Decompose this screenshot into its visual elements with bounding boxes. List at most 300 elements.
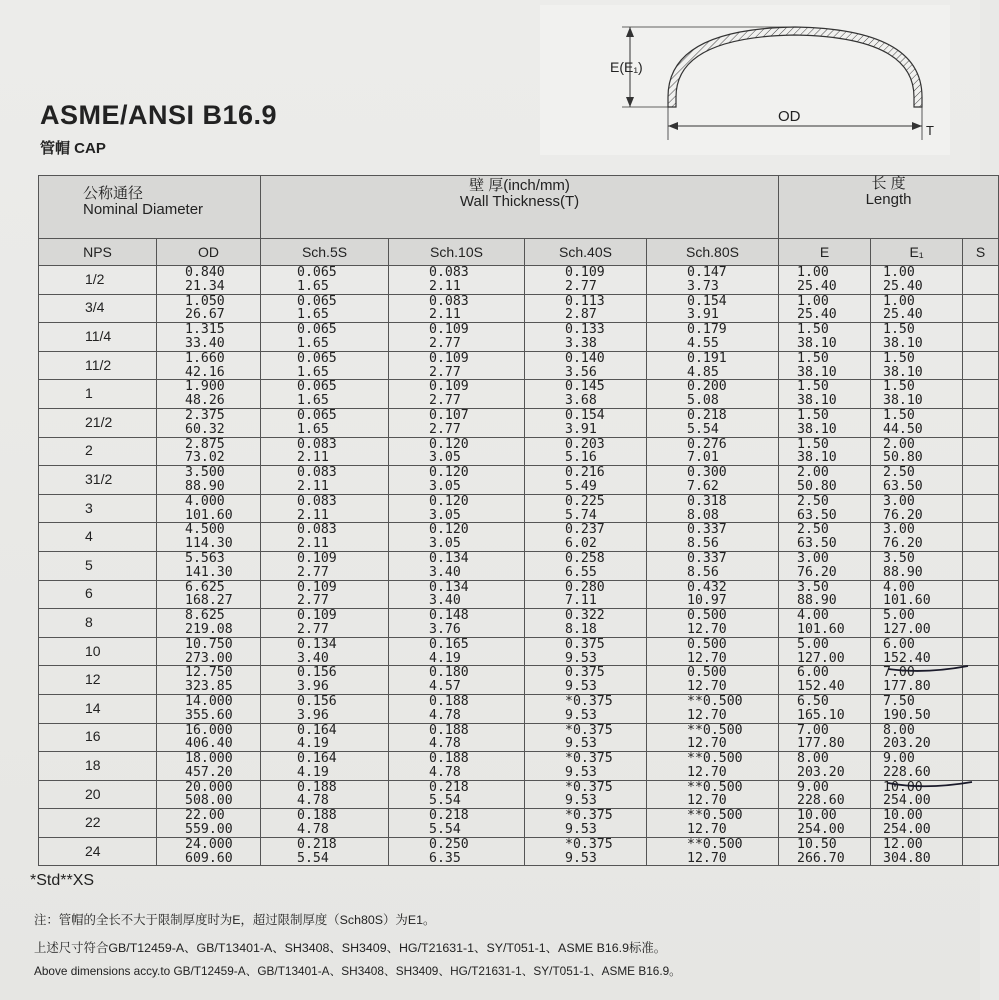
e-cell (779, 551, 871, 580)
s10-mm-value: 4.57 (429, 679, 461, 695)
od-mm-value: 33.40 (185, 335, 225, 351)
dimension-table (38, 175, 999, 866)
e-cell (779, 837, 871, 866)
s80-mm-value: 3.91 (687, 307, 719, 323)
e-inch-value: 1.50 (797, 407, 829, 423)
s80-cell (647, 523, 779, 552)
od-mm-value: 42.16 (185, 364, 225, 380)
s10-cell (389, 666, 525, 695)
e1-inch-value: 1.50 (883, 322, 915, 338)
s5-inch-value: 0.109 (297, 550, 337, 566)
e-cell (779, 266, 871, 295)
e1-cell (871, 580, 963, 609)
s10-inch-value: 0.083 (429, 265, 469, 280)
e-mm-value: 127.00 (797, 650, 845, 666)
e-cell (779, 437, 871, 466)
e-inch-value: 1.50 (797, 379, 829, 395)
e-cell (779, 609, 871, 638)
e1-mm-value: 304.80 (883, 850, 931, 866)
s80-cell (647, 809, 779, 838)
e-inch-value: 8.00 (797, 751, 829, 767)
header-length-en: Length (865, 191, 912, 208)
s80-inch-value: 0.191 (687, 350, 727, 366)
e1-cell (871, 723, 963, 752)
s10-inch-value: 0.109 (429, 379, 469, 395)
s40-cell (525, 780, 647, 809)
s10-inch-value: 0.180 (429, 665, 469, 681)
s80-cell (647, 723, 779, 752)
s80-inch-value: 0.318 (687, 493, 727, 509)
od-cell (157, 694, 261, 723)
s5-inch-value: 0.109 (297, 579, 337, 595)
e1-mm-value: 254.00 (883, 793, 931, 809)
s5-cell (261, 666, 389, 695)
e-inch-value: 3.00 (797, 550, 829, 566)
od-inch-value: 14.000 (185, 693, 233, 709)
od-inch-value: 8.625 (185, 608, 225, 624)
od-cell (157, 351, 261, 380)
e1-mm-value: 177.80 (883, 679, 931, 695)
s5-mm-value: 2.77 (297, 621, 329, 637)
s10-mm-value: 2.77 (429, 421, 461, 437)
table-row (39, 551, 999, 580)
s5-inch-value: 0.065 (297, 350, 337, 366)
nps-cell: 11/2 (39, 351, 157, 380)
s-cell (963, 437, 999, 466)
table-row (39, 380, 999, 409)
e-inch-value: 4.00 (797, 608, 829, 624)
e-inch-value: 1.00 (797, 293, 829, 309)
s80-cell (647, 266, 779, 295)
s40-mm-value: 2.77 (565, 278, 597, 294)
s5-inch-value: 0.164 (297, 722, 337, 738)
s80-cell (647, 437, 779, 466)
od-cell (157, 666, 261, 695)
s-cell (963, 752, 999, 781)
od-cell (157, 523, 261, 552)
e-label: E(E₁) (610, 59, 643, 75)
cap-diagram (540, 5, 950, 155)
e-mm-value: 38.10 (797, 364, 837, 380)
e1-inch-value: 9.00 (883, 751, 915, 767)
e-cell (779, 294, 871, 323)
s5-inch-value: 0.083 (297, 493, 337, 509)
s80-cell (647, 323, 779, 352)
s10-mm-value: 3.40 (429, 564, 461, 580)
s10-inch-value: 0.134 (429, 579, 469, 595)
e-mm-value: 25.40 (797, 278, 837, 294)
s5-mm-value: 1.65 (297, 364, 329, 380)
e1-inch-value: 1.00 (883, 265, 915, 280)
s5-mm-value: 1.65 (297, 421, 329, 437)
table-row (39, 837, 999, 866)
e-cell (779, 637, 871, 666)
nps-cell: 2 (39, 437, 157, 466)
s40-inch-value: 0.133 (565, 322, 605, 338)
e-inch-value: 10.00 (797, 808, 837, 824)
s-cell (963, 494, 999, 523)
od-cell (157, 809, 261, 838)
od-inch-value: 0.840 (185, 265, 225, 280)
e1-cell (871, 637, 963, 666)
e-cell (779, 323, 871, 352)
s5-mm-value: 1.65 (297, 307, 329, 323)
s5-cell (261, 466, 389, 495)
table-row (39, 323, 999, 352)
s80-inch-value: 0.500 (687, 608, 727, 624)
s10-mm-value: 2.77 (429, 364, 461, 380)
od-cell (157, 752, 261, 781)
table-row (39, 809, 999, 838)
e1-mm-value: 88.90 (883, 564, 923, 580)
s40-mm-value: 5.74 (565, 507, 597, 523)
s80-cell (647, 466, 779, 495)
s10-cell (389, 294, 525, 323)
s10-mm-value: 2.77 (429, 393, 461, 409)
s10-mm-value: 6.35 (429, 850, 461, 866)
s80-mm-value: 4.85 (687, 364, 719, 380)
e-cell (779, 752, 871, 781)
nps-cell: 16 (39, 723, 157, 752)
s40-mm-value: 9.53 (565, 707, 597, 723)
s40-mm-value: 9.53 (565, 679, 597, 695)
s5-mm-value: 3.40 (297, 650, 329, 666)
s40-inch-value: *0.375 (565, 722, 613, 738)
od-cell (157, 580, 261, 609)
nps-cell: 6 (39, 580, 157, 609)
e1-cell (871, 609, 963, 638)
e-mm-value: 177.80 (797, 736, 845, 752)
s40-mm-value: 8.18 (565, 621, 597, 637)
column-header-s: S (963, 239, 999, 266)
s10-inch-value: 0.083 (429, 293, 469, 309)
column-header-e: E (779, 239, 871, 266)
s40-inch-value: 0.225 (565, 493, 605, 509)
s40-inch-value: 0.237 (565, 522, 605, 538)
s80-inch-value: 0.147 (687, 265, 727, 280)
s40-mm-value: 6.55 (565, 564, 597, 580)
s10-mm-value: 4.78 (429, 764, 461, 780)
table-row (39, 609, 999, 638)
od-mm-value: 323.85 (185, 679, 233, 695)
s40-inch-value: 0.145 (565, 379, 605, 395)
e1-cell (871, 266, 963, 295)
e-mm-value: 38.10 (797, 335, 837, 351)
s5-cell (261, 752, 389, 781)
s5-mm-value: 4.19 (297, 764, 329, 780)
s10-inch-value: 0.109 (429, 350, 469, 366)
column-header-sch80s: Sch.80S (647, 239, 779, 266)
s5-cell (261, 294, 389, 323)
s80-mm-value: 4.55 (687, 335, 719, 351)
e-inch-value: 2.50 (797, 522, 829, 538)
e1-cell (871, 837, 963, 866)
s5-cell (261, 837, 389, 866)
e-cell (779, 466, 871, 495)
column-header-sch40s: Sch.40S (525, 239, 647, 266)
od-cell (157, 266, 261, 295)
s5-mm-value: 3.96 (297, 707, 329, 723)
s40-inch-value: 0.322 (565, 608, 605, 624)
note-standards-en: Above dimensions accy.to GB/T12459-A、GB/T13401-A、SH3408、SH3409、HG/T21631-1、SY/T051-1、ASME B16.9。 (34, 964, 681, 978)
od-inch-value: 1.900 (185, 379, 225, 395)
od-inch-value: 16.000 (185, 722, 233, 738)
table-row (39, 294, 999, 323)
s10-mm-value: 3.05 (429, 507, 461, 523)
s80-mm-value: 7.62 (687, 478, 719, 494)
s80-cell (647, 637, 779, 666)
s5-inch-value: 0.164 (297, 751, 337, 767)
s40-inch-value: 0.375 (565, 636, 605, 652)
s80-mm-value: 12.70 (687, 822, 727, 838)
s-cell (963, 809, 999, 838)
s40-inch-value: 0.258 (565, 550, 605, 566)
s40-mm-value: 6.02 (565, 536, 597, 552)
s10-inch-value: 0.188 (429, 751, 469, 767)
s40-cell (525, 380, 647, 409)
s10-cell (389, 780, 525, 809)
e-mm-value: 228.60 (797, 793, 845, 809)
s5-inch-value: 0.083 (297, 436, 337, 452)
e1-inch-value: 3.00 (883, 493, 915, 509)
s5-mm-value: 2.11 (297, 450, 329, 466)
od-inch-value: 4.000 (185, 493, 225, 509)
e-cell (779, 580, 871, 609)
s10-cell (389, 551, 525, 580)
e-mm-value: 76.20 (797, 564, 837, 580)
table-row (39, 351, 999, 380)
e1-inch-value: 12.00 (883, 836, 923, 852)
od-mm-value: 609.60 (185, 850, 233, 866)
e-mm-value: 266.70 (797, 850, 845, 866)
s5-mm-value: 1.65 (297, 278, 329, 294)
od-cell (157, 637, 261, 666)
s40-inch-value: 0.375 (565, 665, 605, 681)
e1-mm-value: 254.00 (883, 822, 931, 838)
od-mm-value: 48.26 (185, 393, 225, 409)
od-inch-value: 6.625 (185, 579, 225, 595)
s80-inch-value: 0.179 (687, 322, 727, 338)
e1-mm-value: 44.50 (883, 421, 923, 437)
s40-inch-value: 0.113 (565, 293, 605, 309)
s40-cell (525, 523, 647, 552)
s80-mm-value: 12.70 (687, 764, 727, 780)
s5-inch-value: 0.188 (297, 779, 337, 795)
od-cell (157, 466, 261, 495)
table-row (39, 723, 999, 752)
s80-mm-value: 5.08 (687, 393, 719, 409)
s10-cell (389, 837, 525, 866)
e1-cell (871, 752, 963, 781)
s80-inch-value: 0.337 (687, 550, 727, 566)
s80-cell (647, 408, 779, 437)
e1-mm-value: 25.40 (883, 307, 923, 323)
s40-cell (525, 609, 647, 638)
e1-cell (871, 694, 963, 723)
s10-cell (389, 609, 525, 638)
od-mm-value: 101.60 (185, 507, 233, 523)
header-nominal-cn: 公称通径 (83, 185, 144, 202)
s-cell (963, 551, 999, 580)
s80-cell (647, 609, 779, 638)
s40-inch-value: 0.280 (565, 579, 605, 595)
e-mm-value: 203.20 (797, 764, 845, 780)
s40-mm-value: 3.91 (565, 421, 597, 437)
od-mm-value: 73.02 (185, 450, 225, 466)
s40-mm-value: 9.53 (565, 850, 597, 866)
e1-inch-value: 7.00 (883, 665, 915, 681)
s40-mm-value: 2.87 (565, 307, 597, 323)
s80-inch-value: 0.500 (687, 665, 727, 681)
s5-mm-value: 4.19 (297, 736, 329, 752)
e1-mm-value: 63.50 (883, 478, 923, 494)
od-inch-value: 20.000 (185, 779, 233, 795)
s5-cell (261, 551, 389, 580)
s5-inch-value: 0.109 (297, 608, 337, 624)
s40-inch-value: *0.375 (565, 693, 613, 709)
od-mm-value: 60.32 (185, 421, 225, 437)
od-inch-value: 2.375 (185, 407, 225, 423)
e1-cell (871, 408, 963, 437)
e1-inch-value: 2.00 (883, 436, 915, 452)
s40-mm-value: 9.53 (565, 650, 597, 666)
od-mm-value: 457.20 (185, 764, 233, 780)
s40-mm-value: 9.53 (565, 764, 597, 780)
s40-mm-value: 3.38 (565, 335, 597, 351)
s10-inch-value: 0.165 (429, 636, 469, 652)
s10-mm-value: 4.78 (429, 736, 461, 752)
s40-cell (525, 494, 647, 523)
s80-inch-value: **0.500 (687, 751, 743, 767)
s5-cell (261, 266, 389, 295)
s80-cell (647, 351, 779, 380)
e-cell (779, 351, 871, 380)
s10-cell (389, 694, 525, 723)
e-inch-value: 6.50 (797, 693, 829, 709)
od-inch-value: 12.750 (185, 665, 233, 681)
e1-mm-value: 190.50 (883, 707, 931, 723)
s40-mm-value: 5.16 (565, 450, 597, 466)
s80-mm-value: 12.70 (687, 679, 727, 695)
s10-cell (389, 809, 525, 838)
s40-cell (525, 437, 647, 466)
s10-inch-value: 0.107 (429, 407, 469, 423)
s5-inch-value: 0.218 (297, 836, 337, 852)
s80-cell (647, 694, 779, 723)
e1-mm-value: 50.80 (883, 450, 923, 466)
e1-cell (871, 809, 963, 838)
s80-inch-value: 0.500 (687, 636, 727, 652)
e1-cell (871, 666, 963, 695)
s10-inch-value: 0.148 (429, 608, 469, 624)
e-inch-value: 6.00 (797, 665, 829, 681)
e-inch-value: 1.50 (797, 350, 829, 366)
s40-cell (525, 466, 647, 495)
s80-cell (647, 580, 779, 609)
s10-mm-value: 2.11 (429, 278, 461, 294)
nps-cell: 20 (39, 780, 157, 809)
e1-mm-value: 38.10 (883, 364, 923, 380)
nps-cell: 4 (39, 523, 157, 552)
nps-cell: 11/4 (39, 323, 157, 352)
s40-cell (525, 637, 647, 666)
table-row (39, 494, 999, 523)
s10-inch-value: 0.120 (429, 436, 469, 452)
s5-cell (261, 523, 389, 552)
s10-cell (389, 323, 525, 352)
s5-cell (261, 380, 389, 409)
nps-cell: 1/2 (39, 266, 157, 295)
od-inch-value: 1.050 (185, 293, 225, 309)
e1-mm-value: 127.00 (883, 621, 931, 637)
e-mm-value: 63.50 (797, 507, 837, 523)
e-cell (779, 723, 871, 752)
s40-mm-value: 9.53 (565, 736, 597, 752)
s5-inch-value: 0.188 (297, 808, 337, 824)
s40-inch-value: 0.154 (565, 407, 605, 423)
page-subtitle: 管帽 CAP (40, 140, 106, 157)
e-mm-value: 50.80 (797, 478, 837, 494)
s40-cell (525, 551, 647, 580)
nps-cell: 3/4 (39, 294, 157, 323)
e1-mm-value: 152.40 (883, 650, 931, 666)
od-cell (157, 837, 261, 866)
s5-mm-value: 2.11 (297, 478, 329, 494)
s40-cell (525, 351, 647, 380)
column-header-nps: NPS (39, 239, 157, 266)
od-mm-value: 21.34 (185, 278, 225, 294)
nps-cell: 21/2 (39, 408, 157, 437)
od-inch-value: 1.660 (185, 350, 225, 366)
s10-inch-value: 0.250 (429, 836, 469, 852)
od-inch-value: 5.563 (185, 550, 225, 566)
column-header-sch10s: Sch.10S (389, 239, 525, 266)
s5-inch-value: 0.083 (297, 465, 337, 481)
s40-mm-value: 5.49 (565, 478, 597, 494)
s-cell (963, 780, 999, 809)
s5-inch-value: 0.065 (297, 322, 337, 338)
nps-cell: 18 (39, 752, 157, 781)
header-length-cn: 长 度 (871, 175, 906, 192)
s10-mm-value: 3.76 (429, 621, 461, 637)
s-cell (963, 580, 999, 609)
s40-mm-value: 3.68 (565, 393, 597, 409)
e1-cell (871, 437, 963, 466)
s10-cell (389, 466, 525, 495)
s40-cell (525, 294, 647, 323)
e-inch-value: 2.00 (797, 465, 829, 481)
table-row (39, 580, 999, 609)
e-inch-value: 1.50 (797, 322, 829, 338)
od-cell (157, 780, 261, 809)
header-nominal-diameter (39, 176, 261, 239)
e1-inch-value: 7.50 (883, 693, 915, 709)
od-mm-value: 168.27 (185, 593, 233, 609)
e-inch-value: 1.00 (797, 265, 829, 280)
nps-cell: 8 (39, 609, 157, 638)
s10-cell (389, 351, 525, 380)
e-cell (779, 380, 871, 409)
s5-mm-value: 2.11 (297, 536, 329, 552)
s5-mm-value: 2.11 (297, 507, 329, 523)
s40-cell (525, 580, 647, 609)
s80-mm-value: 7.01 (687, 450, 719, 466)
e-cell (779, 780, 871, 809)
s80-mm-value: 10.97 (687, 593, 727, 609)
s-cell (963, 323, 999, 352)
e1-inch-value: 6.00 (883, 636, 915, 652)
s80-mm-value: 5.54 (687, 421, 719, 437)
